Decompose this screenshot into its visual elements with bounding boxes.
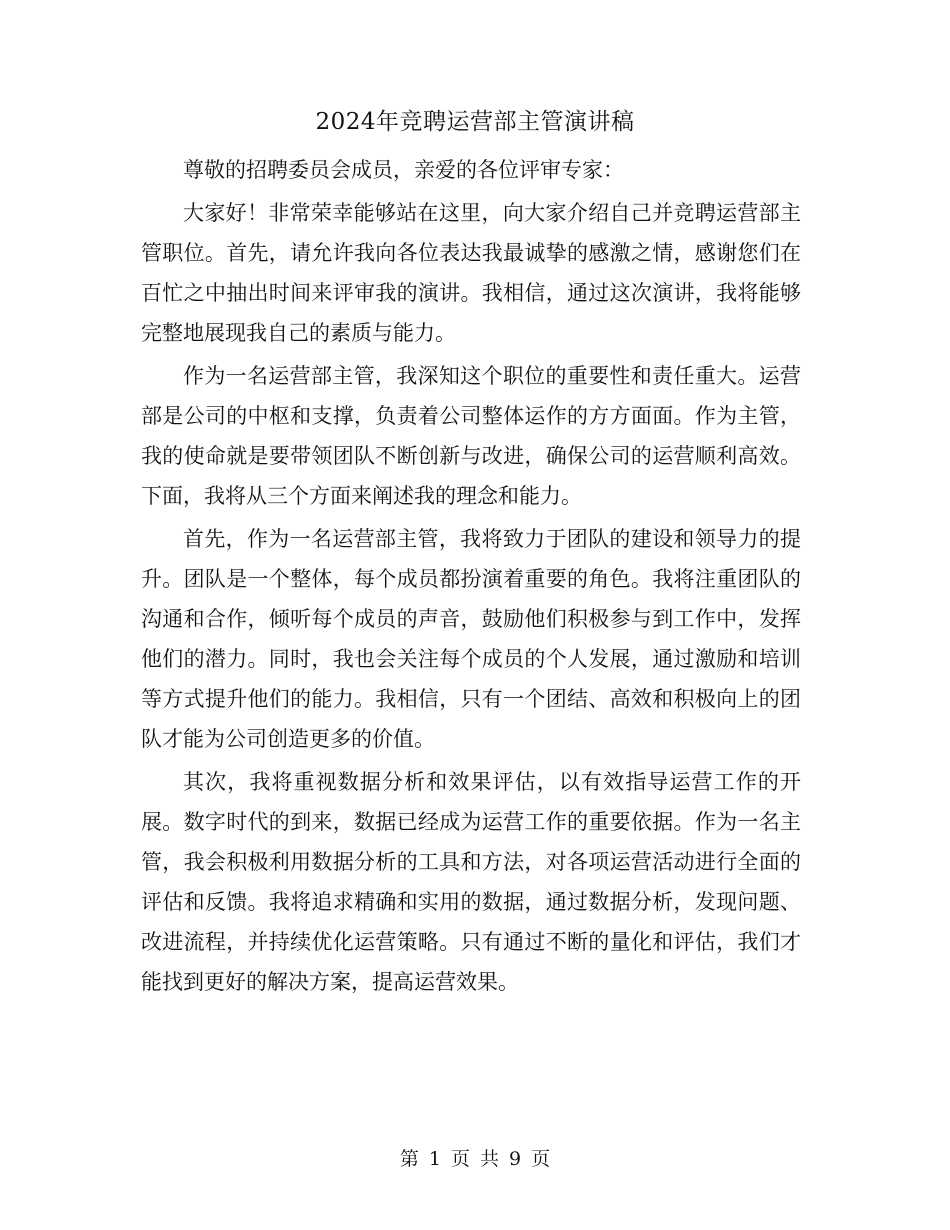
paragraph: 大家好！非常荣幸能够站在这里，向大家介绍自己并竞聘运营部主管职位。首先，请允许我向各位表达我最诚挚的感激之情，感谢您们在百忙之中抽出时间来评审我的演讲。我相信，通过这次演讲，我将能够完整地展现我自己的素质与能力。 <box>141 201 801 345</box>
paragraph: 作为一名运营部主管，我深知这个职位的重要性和责任重大。运营部是公司的中枢和支撑，负责着公司整体运作的方方面面。作为主管，我的使命就是要带领团队不断创新与改进，确保公司的运营顺利高效。下面，我将从三个方面来阐述我的理念和能力。 <box>141 364 801 508</box>
document-body <box>141 150 801 1005</box>
document-title: 2024年竞聘运营部主管演讲稿 <box>315 109 635 135</box>
paragraph: 其次，我将重视数据分析和效果评估，以有效指导运营工作的开展。数字时代的到来，数据已经成为运营工作的重要依据。作为一名主管，我会积极利用数据分析的工具和方法，对各项运营活动进行全面的评估和反馈。我将追求精确和实用的数据，通过数据分析，发现问题、改进流程，并持续优化运营策略。只有通过不断的量化和评估，我们才能找到更好的解决方案，提高运营效果。 <box>141 770 801 994</box>
salutation: 尊敬的招聘委员会成员，亲爱的各位评审专家： <box>183 158 624 182</box>
paragraph: 首先，作为一名运营部主管，我将致力于团队的建设和领导力的提升。团队是一个整体，每个成员都扮演着重要的角色。我将注重团队的沟通和合作，倾听每个成员的声音，鼓励他们积极参与到工作中，发挥他们的潜力。同时，我也会关注每个成员的个人发展，通过激励和培训等方式提升他们的能力。我相信，只有一个团结、高效和积极向上的团队才能为公司创造更多的价值。 <box>141 527 801 751</box>
page-number-footer: 第 1 页 共 9 页 <box>399 1148 551 1170</box>
